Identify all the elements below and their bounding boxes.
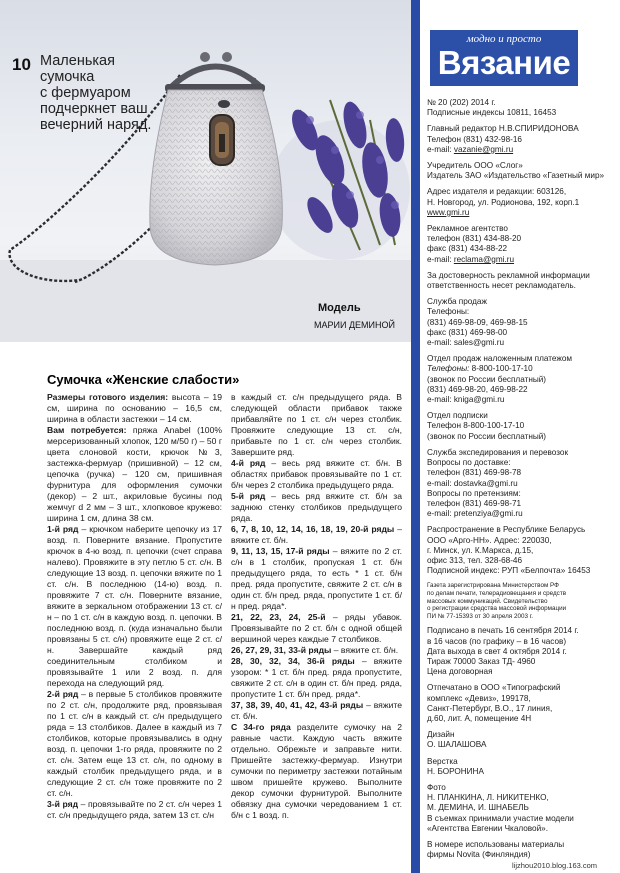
imprint-line: e-mail: vazanie@gmi.ru [427,144,514,154]
watermark: lijzhou2010.blog.163.com [512,861,598,870]
imprint-line: e-mail: pretenziya@gmi.ru [427,509,523,519]
article-column-1 [47,392,222,821]
article-paragraph: 4-й ряд – весь ряд вяжите ст. б/н. В областях прибавок провязывайте по 1 ст. б/н через 2 столбика предыдущего ряда. [231,458,403,490]
imprint-block [427,626,615,677]
imprint-line: Подписной индекс: РУП «Белпочта» 16453 [427,566,591,576]
imprint-line: фирмы Novita (Финляндия) [427,850,531,860]
article-paragraph: в каждый ст. с/н предыдущего ряда. В следующей области прибавок также прибавляйте по 1 ст. с/н через столбик. Провяжите следующие 13 ст. с/н, прибавьте по 1 ст. с/н через столбик. Завершите ряд. [231,392,402,457]
imprint-info [427,98,615,866]
imprint-block [427,411,615,442]
imprint-block [427,187,615,218]
imprint-block [427,448,615,519]
imprint-line: ООО «Арго-НН». Адрес: 220030, [427,535,552,545]
article-paragraph: 6, 7, 8, 10, 12, 14, 16, 18, 19, 20-й ряды – вяжите ст. б/н. [231,524,402,545]
imprint-block [427,161,615,181]
right-accent-bar [411,0,420,873]
article-paragraph: 37, 38, 39, 40, 41, 42, 43-й ряды – вяжите ст. б/н. [231,700,402,721]
imprint-line: e-mail: kniga@gmi.ru [427,395,505,405]
imprint-line: Вопросы по доставке: [427,458,511,468]
imprint-line: Распространение в Республике Беларусь [427,525,586,535]
imprint-block [427,582,615,620]
bag-illustration [0,0,412,342]
imprint-line: Вопросы по претензиям: [427,488,521,498]
imprint-line: Н. БОРОНИНА [427,766,484,776]
imprint-line: Телефоны: 8-800-100-17-10 [427,364,533,374]
imprint-line: телефон (831) 469-98-71 [427,498,522,508]
imprint-line: Тираж 70000 Заказ ТД- 4960 [427,656,536,666]
imprint-line: факс (831) 469-98-00 [427,327,508,337]
imprint-line: Подписано в печать 16 сентября 2014 г. [427,626,579,636]
imprint-line: Отдел подписки [427,411,488,421]
imprint-block [427,354,615,405]
imprint-block [427,98,615,118]
imprint-line: Издатель ЗАО «Издательство «Газетный мир» [427,171,605,181]
imprint-line: г. Минск, ул. К.Маркса, д.15, [427,545,534,555]
caption-line: с фермуаром [40,85,131,101]
imprint-line: телефон (831) 434-88-20 [427,234,522,244]
imprint-line: ответственность несет рекламодатель. [427,281,576,291]
imprint-line: e-mail: reclama@gmi.ru [427,254,515,264]
imprint-line: Газета зарегистрирована Министерством РФ [427,582,559,590]
model-name: МАРИИ ДЕМИНОЙ [314,320,395,330]
caption-line: подчеркнет ваш [40,101,148,117]
article-paragraph: 2-й ряд – в первые 5 столбиков провяжите по 2 ст. с/н, продолжите ряд, провязывая по 1 ст. с/н в каждый ст. с/н предыдущего ряда = 13 столбиков. Далее в каждый из 7 столбиков, которые провязывались в одну возд. п. цепочки 1-го ряда, провяжите по 2 ст. с/н. Затем еще 13 ст. с/н, по одному в каждый столбик предыдущего ряда, и в следующие 2 ст. с/н тоже провяжите по 2 ст. с/н. [47,689,222,798]
caption-line: вечерний наряд. [40,117,152,133]
imprint-line: Верстка [427,756,458,766]
imprint-line: о регистрации средства массовой информации [427,605,567,613]
imprint-line: Санкт-Петербург, В.О., 17 линия, [427,703,553,713]
imprint-line: Телефон 8-800-100-17-10 [427,421,525,431]
imprint-line: в 16 часов (по графику – в 16 часов) [427,636,567,646]
article-paragraph: 26, 27, 29, 31, 33-й ряды – вяжите ст. б/н. [231,645,399,655]
imprint-block [427,840,615,860]
caption-line: Маленькая [40,53,115,69]
article-paragraph: 9, 11, 13, 15, 17-й ряды – вяжите по 2 ст. с/н в 1 столбик, пропуская 1 ст. б/н предыдущего ряда, то есть * 1 ст. б/н пред. ряда пропустите, свяжите 2 ст. с/н в один ст. б/н пред. ряда, пропустите 1 ст. б/н пред. ряда*. [231,546,403,611]
imprint-line: Н. Новгород, ул. Родионова, 192, корп.1 [427,197,580,207]
imprint-block [427,224,615,265]
imprint-block [427,525,615,576]
article-column-2 [231,392,402,821]
imprint-line: Отдел продаж наложенным платежом [427,354,573,364]
imprint-line: В съемках принимали участие модели [427,813,574,823]
imprint-line: Главный редактор Н.В.СПИРИДОНОВА [427,124,579,134]
article-paragraph: 5-й ряд – весь ряд вяжите ст. б/н за заднюю стенку столбиков предыдущего ряда. [231,491,402,523]
article-paragraph: 1-й ряд – крючком наберите цепочку из 17 возд. п. Поверните вязание. Пропустите крючок в 4-ю возд. п. цепочки (счет справа налево). Провяжите в эту петлю 5 ст. с/н. В следующие 13 возд. п. цепочки вяжите по 1 ст. с/н. В последнюю (14-ю) возд. п. провяжите 7 ст. с/н. Поверните вязание, вяжите в зеркальном отображении 13 ст. с/н – по 1 ст. с/н в каждую возд. п. цепочки. В последнюю возд. п. (куда изначально были провязаны 5 ст. с/н) провяжите еще 2 ст. с/н. Завершайте каждый ряд соединительным столбиком и провязывайте 1 или 2 возд. п. для перехода на следующий ряд. [47,524,222,688]
article-paragraph: 28, 30, 32, 34, 36-й ряды – вяжите узором: * 1 ст. б/н пред. ряда пропустите, свяжите 2 ст. с/н в один ст. б/н пред. ряда, пропустите 1 ст. б/н пред. ряда*. [231,656,402,699]
imprint-line: факс (831) 434-88-22 [427,244,508,254]
imprint-line: телефон (831) 469-98-78 [427,468,522,478]
imprint-line: № 20 (202) 2014 г. [427,98,496,107]
imprint-block [427,730,615,750]
imprint-line: О. ШАЛАШОВА [427,740,487,750]
imprint-line: (831) 469-98-09, 469-98-15 [427,317,528,327]
imprint-block [427,297,615,348]
imprint-line: Служба экспедирования и перевозок [427,447,569,457]
imprint-line: офис 313, тел. 328-68-46 [427,555,523,565]
masthead-tagline: модно и просто [466,33,542,45]
imprint-line: ПИ № 77-15393 от 30 апреля 2003 г. [427,612,533,620]
article-title: Сумочка «Женские слабости» [47,372,240,387]
article-paragraph: С 34-го ряда разделите сумочку на 2 равные части. Каждую часть вяжите отдельно. Обрежьте и заправьте нити. Пришейте застежку-фермуар. Изнутри сумочки по периметру застежки потайным швом пришейте кружево. Выполните декор сумочки фурнитурой. Выполните обвязку дна сумочки чередованием 1 ст. б/н с 1 возд. п. [231,722,402,820]
imprint-line: За достоверность рекламной информации [427,270,590,280]
article-paragraph: 3-й ряд – провязывайте по 2 ст. с/н через 1 ст. с/н предыдущего ряда, затем 13 ст. с/н [47,799,222,820]
model-label: Модель [318,302,361,314]
imprint-block [427,271,615,291]
imprint-line: Адрес издателя и редакции: 603126, [427,187,567,197]
masthead-title: Вязание [437,44,571,81]
imprint-line: д.60, лит. А, помещение 4Н [427,713,532,723]
imprint-line: Дата выхода в свет 4 октября 2014 г. [427,646,567,656]
imprint-line: М. ДЕМИНА, И. ШНАБЕЛЬ [427,803,529,813]
imprint-block [427,757,615,777]
imprint-line: www.gmi.ru [427,207,470,217]
imprint-line: Учредитель ООО «Слог» [427,161,523,171]
imprint-line: Цена договорная [427,667,493,677]
article-paragraph: 21, 22, 23, 24, 25-й – ряды убавок. Провязывайте по 2 ст. б/н с одной общей вершиной через каждые 7 столбиков. [231,612,402,644]
imprint-line: Фото [427,782,446,792]
imprint-line: «Агентства Евгении Чкаловой». [427,823,549,833]
imprint-block [427,783,615,834]
article-paragraph: Вам потребуется: пряжа Anabel (100% мерсеризованный хлопок, 120 м/50 г) – 50 г цвета слоновой кости, крючок №3, застежка-фермуар (пришивной) – 12 см, цепочка (ручка) – 120 см, пришивная фурнитура для оформления сумочки (декор) – 2 шт., акриловые бусины под жемчуг d 2 мм – 3 шт., хлопковое кружево: ширина 1 см, длина 38 см. [47,425,223,523]
imprint-line: (831) 469-98-20, 469-98-22 [427,384,528,394]
imprint-block [427,683,615,724]
product-photo [0,0,412,342]
lavender-decoration [270,99,410,260]
imprint-line: Дизайн [427,730,455,740]
imprint-line: Отпечатано в ООО «Типографский [427,683,561,693]
imprint-line: (звонок по России бесплатный) [427,374,547,384]
imprint-line: массовых коммуникаций. Свидетельство [427,597,548,605]
imprint-line: Рекламное агентство [427,224,508,234]
magazine-masthead [430,30,578,86]
imprint-line: Подписные индексы 10811, 16453 [427,108,557,118]
imprint-line: Служба продаж [427,297,487,307]
caption-line: сумочка [40,69,95,85]
page-number: 10 [12,55,31,74]
imprint-line: комплекс «Девиз», 199178, [427,693,531,703]
imprint-block [427,124,615,155]
article-paragraph: Размеры готового изделия: высота – 19 см, ширина по основанию – 16,5 см, ширина в области застежки – 14 см. [47,392,222,424]
imprint-line: e-mail: sales@gmi.ru [427,338,505,348]
imprint-line: e-mail: dostavka@gmi.ru [427,478,518,488]
imprint-line: Н. ПЛАНКИНА, Л. НИКИТЕНКО, [427,793,549,803]
imprint-line: Телефоны: [427,307,470,317]
photo-caption [40,53,190,133]
imprint-line: В номере использованы материалы [427,839,565,849]
imprint-line: (звонок по России бесплатный) [427,431,547,441]
imprint-line: по делам печати, телерадиовещания и средств [427,589,567,597]
imprint-line: Телефон (831) 432-98-16 [427,134,522,144]
